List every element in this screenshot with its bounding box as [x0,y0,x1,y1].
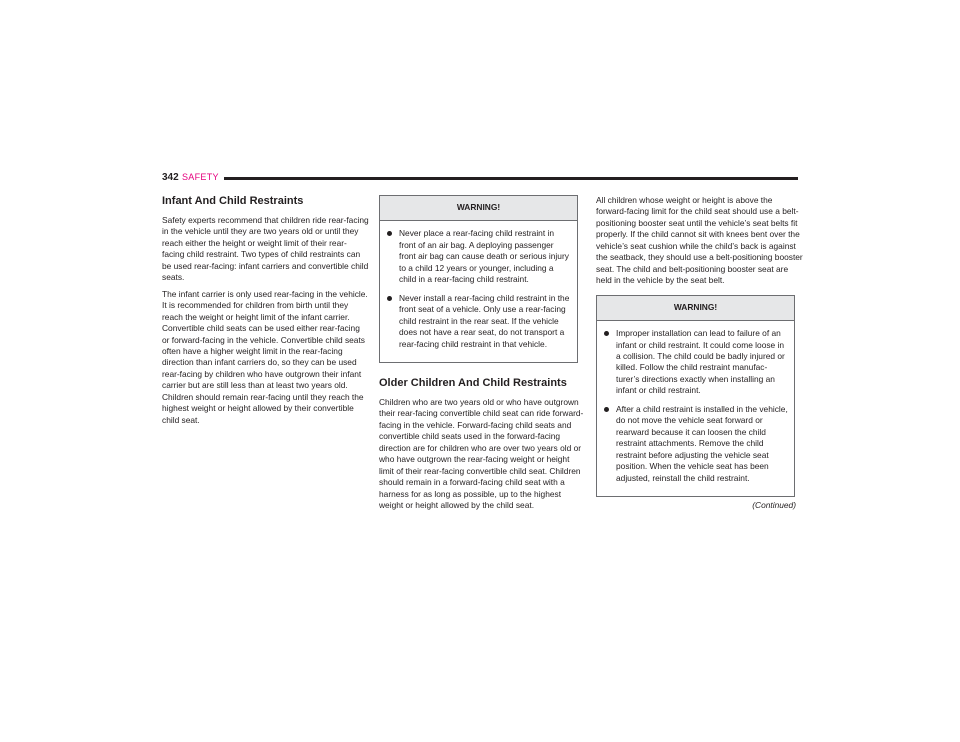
bullet-icon [387,231,392,236]
paragraph: Children who are two years old or who have outgrown their rear-facing convertible child seat can ride forward-facing in the vehicle. Forward-facing child seats and convertible child seats used in the forward-facing direction are for children who are over two years old or who have outgrown the rear-facing weight or height limit of their rear-facing convertible child seat. Children should remain in a forward-facing child seat with a harness for as long as possible, up to the highest weight or height allowed by the child seat. [379,396,584,511]
warning-item [386,228,571,285]
column-right [596,195,803,511]
bullet-icon [604,331,609,336]
column-middle [379,195,586,517]
page-number: 342 [162,172,179,183]
warning-title: WARNING! [380,196,577,221]
paragraph: Safety experts recommend that children ride rear-facing in the vehicle until they are two years old or until they reach either the height or weight limit of their rear-facing child restraint. Two types of child restraints can be used rear-facing: infant carriers and convertible child seats. [162,215,369,283]
warning-item-text: Improper installation can lead to failure of an infant or child restraint. It could come loose in a collision. The child could be badly injured or killed. Follow the child restraint manufac-turer’s directions exactly when installing an infant or child restraint. [616,328,785,396]
warning-item [386,293,571,350]
warning-item-text: After a child restraint is installed in the vehicle, do not move the vehicle seat forward or rearward because it can loosen the child restraint attachments. Remove the child restraint before adjusting the vehicle seat position. When the vehicle seat has been adjusted, reinstall the child restraint. [616,403,788,483]
heading-older-children: Older Children And Child Restraints [379,376,567,389]
warning-title: WARNING! [597,296,794,321]
bullet-icon [387,296,392,301]
warning-item [603,328,788,397]
warning-item-text: Never install a rear-facing child restraint in the front seat of a vehicle. Only use a rear-facing child restraint in the rear seat. If the vehicle does not have a rear seat, do not transport a rear-facing child restraint in that vehicle. [399,292,570,349]
heading-infant-restraints: Infant And Child Restraints [162,195,304,207]
section-title: SAFETY [182,172,219,182]
continued-label: (Continued) [752,499,796,510]
warning-box [379,195,578,363]
paragraph: All children whose weight or height is above the forward-facing limit for the child seat should use a belt-positioning booster seat until the vehicle’s seat belts fit properly. If the child cannot sit with knees bent over the vehicle’s seat cushion while the child’s back is against the seatback, they should use a belt-positioning booster seat. The child and belt-positioning booster seat are held in the vehicle by the seat belt. [596,195,803,286]
page-header [162,172,798,186]
warning-item [603,404,788,484]
header-rule [224,177,798,180]
warning-item-text: Never place a rear-facing child restraint in front of an air bag. A deploying passenger front air bag can cause death or serious injury to a child 12 years or younger, including a child in a rear-facing child restraint. [399,228,569,285]
bullet-icon [604,407,609,412]
paragraph: The infant carrier is only used rear-facing in the vehicle. It is recommended for children from birth until they reach the weight or height limit of the infant carrier. Convertible child seats can be used either rear-facing or forward-facing in the vehicle. Convertible child seats often have a higher weight limit in the rear-facing direction than infant carriers do, so they can be used rear-facing by children who have outgrown their infant carrier but are still less than at least two years old. Children should remain rear-facing until they reach the highest weight or height allowed by their convertible child seat. [162,288,368,425]
column-left [162,195,369,431]
warning-box [596,295,795,497]
